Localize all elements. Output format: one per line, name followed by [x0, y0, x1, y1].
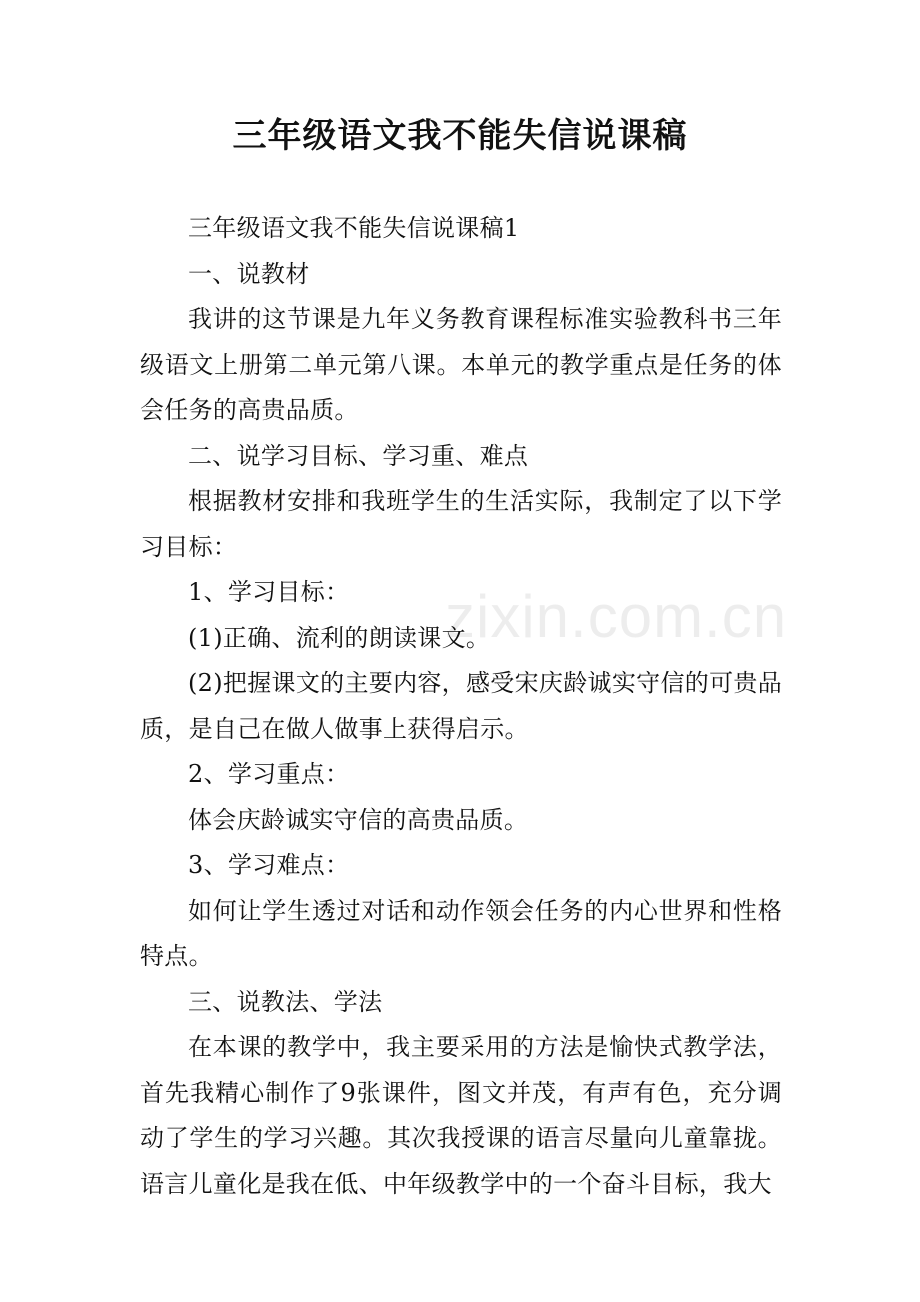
watermark: zixin.com.cn — [445, 583, 788, 650]
paragraph-textbook: 我讲的这节课是九年义务教育课程标准实验教科书三年级语文上册第二单元第八课。本单元的教学重点是任务的体会任务的高贵品质。 — [140, 305, 782, 424]
subheading-difficulties: 3、学习难点： — [188, 851, 350, 879]
section-heading-objectives: 二、说学习目标、学习重、难点 — [188, 441, 529, 470]
document-body — [140, 206, 782, 1207]
subheading-key-points: 2、学习重点： — [188, 760, 350, 788]
paragraph-heading-1: 三年级语文我不能失信说课稿1 — [188, 214, 520, 242]
paragraph-objectives-intro: 根据教材安排和我班学生的生活实际，我制定了以下学习目标： — [140, 487, 782, 561]
subheading-learning-goals: 1、学习目标： — [188, 578, 350, 606]
paragraph-difficulties: 如何让学生透过对话和动作领会任务的内心世界和性格特点。 — [140, 896, 782, 970]
paragraph-key-points: 体会庆龄诚实守信的高贵品质。 — [188, 805, 529, 834]
goal-item-2: (2)把握课文的主要内容，感受宋庆龄诚实守信的可贵品质，是自己在做人做事上获得启示。 — [140, 669, 782, 743]
section-heading-methods: 三、说教法、学法 — [188, 987, 383, 1016]
document-title: 三年级语文我不能失信说课稿 — [232, 116, 688, 156]
paragraph-methods: 在本课的教学中，我主要采用的方法是愉快式教学法，首先我精心制作了9张课件，图文并茂，有声有色，充分调动了学生的学习兴趣。其次我授课的语言尽量向儿童靠拢。语言儿童化是我在低、中年级教学中的一个奋斗目标，我大 — [140, 1033, 782, 1198]
goal-item-1: (1)正确、流利的朗读课文。 — [188, 623, 491, 652]
section-heading-textbook: 一、说教材 — [188, 259, 310, 288]
